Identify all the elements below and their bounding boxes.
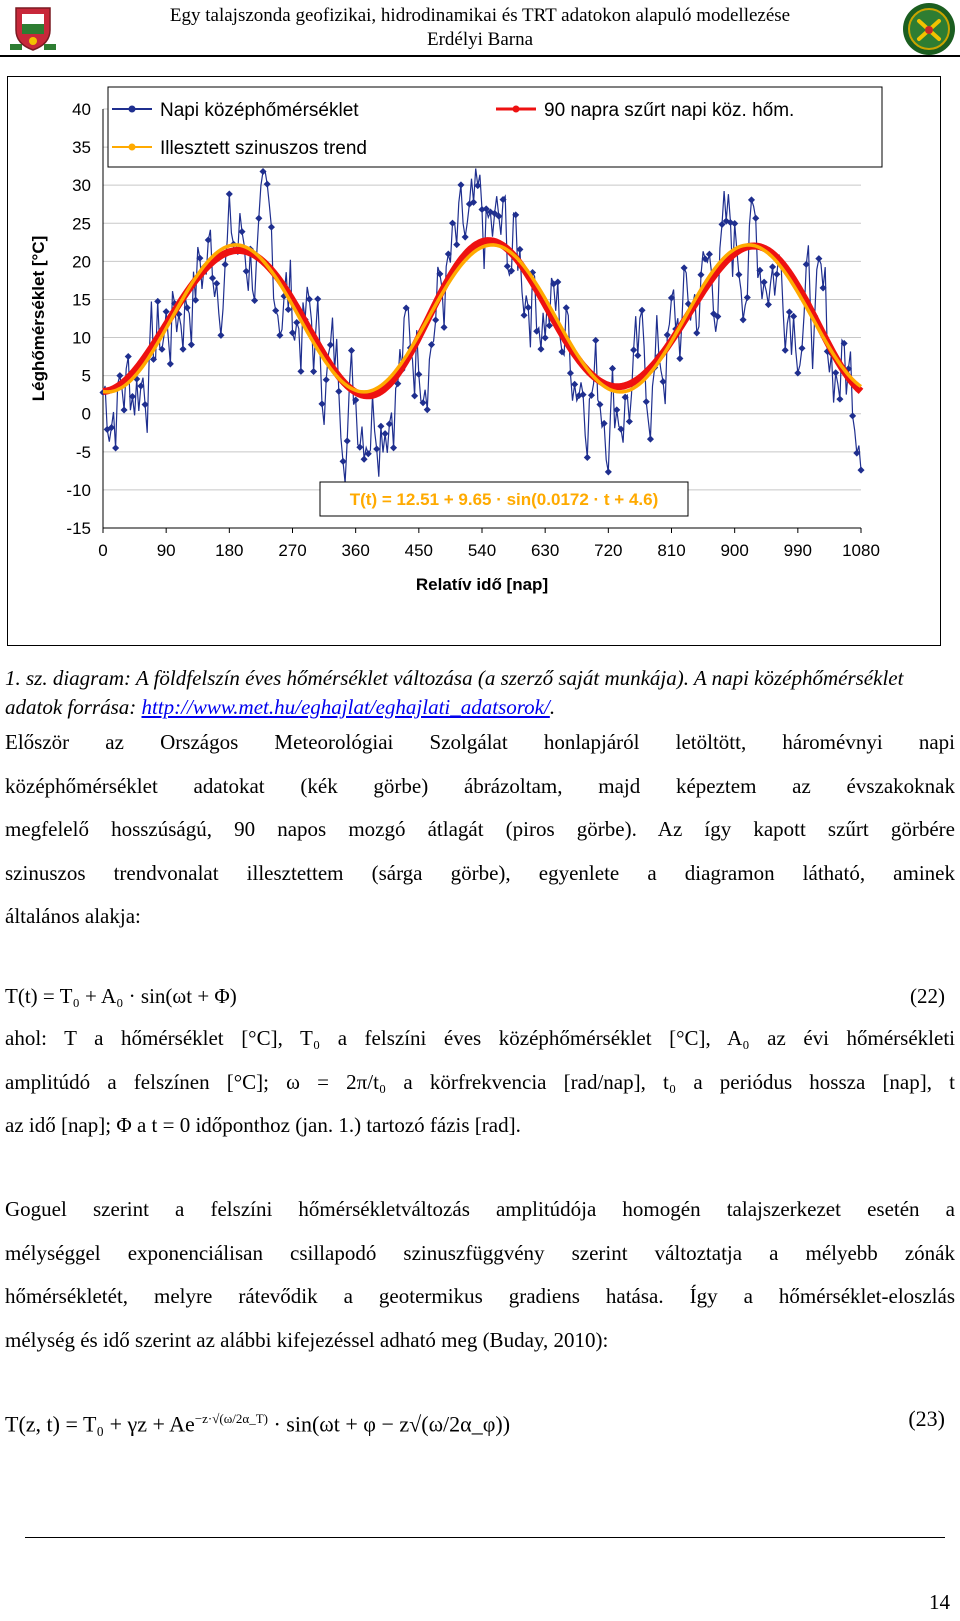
equation-text: T(t) = T₀ + A₀ · sin(ωt + Φ) [5,984,237,1008]
daily-temperature-point [537,346,544,353]
y-tick-label: 40 [72,100,91,119]
x-tick-label: 540 [467,541,497,560]
equation-lhs: T(z, t) = T₀ + γz + Ae [5,1411,195,1437]
sinusoidal-trend-line [103,245,861,392]
daily-temperature-point [782,347,789,354]
x-tick-label: 180 [215,541,244,560]
x-tick-label: 360 [341,541,370,560]
daily-temperature-point [609,365,616,372]
daily-temperature-point [222,261,229,268]
daily-temperature-point [424,406,431,413]
daily-temperature-point [596,401,603,408]
page-number: 14 [929,1590,950,1614]
daily-temperature-point [348,347,355,354]
daily-temperature-point [264,181,271,188]
daily-temperature-point [314,295,321,302]
daily-temperature-point [377,423,384,430]
daily-temperature-point [226,191,233,198]
daily-temperature-point [255,215,262,222]
text-line: mélységgel exponenciálisan csillapodó szinuszfüggvény szerint változtatja a mélyebb zónák [5,1240,955,1265]
chart-series [99,168,864,483]
x-tick-label: 450 [404,541,434,560]
daily-temperature-point [765,301,772,308]
daily-temperature-point [154,298,161,305]
text-line: Goguel szerint a felszíni hőmérsékletváltozás amplitúdója homogén talajszerkezet esetén a [5,1197,955,1221]
daily-temperature-point [857,467,864,474]
daily-temperature-point [457,181,464,188]
text-line: az idő [nap]; Φ a t = 0 időponthoz (jan. 1.) tartozó fázis [rad]. [5,1113,521,1137]
y-tick-label: 5 [81,366,91,386]
daily-temperature-point [647,436,654,443]
y-tick-label: 20 [72,252,91,272]
figure-frame [7,76,941,646]
daily-temperature-point [297,368,304,375]
y-tick-label: -5 [75,442,91,462]
daily-temperature-point [453,241,460,248]
daily-temperature-point [605,468,612,475]
x-tick-label: 630 [530,541,560,560]
caption-text: 1. sz. diagram: A földfelszín éves hőmérséklet változása (a szerző saját munkája). A napi középhőmérséklet adatok forrása: [5,666,904,719]
equation-number: (23) [908,1406,945,1431]
header-title: Egy talajszonda geofizikai, hidrodinamikai és TRT adatokon alapuló modellezése [169,5,791,26]
header-rule [0,55,960,57]
daily-temperature-point [323,376,330,383]
daily-temperature-point [335,388,342,395]
daily-temperature-point [521,312,528,319]
daily-temperature-point [112,444,119,451]
daily-temperature-point [251,297,258,304]
daily-temperature-point [769,263,776,270]
equation-22 [5,981,955,1011]
y-tick-label: 10 [72,328,91,348]
equation-23 [5,1404,955,1439]
footer-rule [25,1537,945,1538]
legend-marker [129,144,136,151]
daily-temperature-point [773,271,780,278]
daily-temperature-point [790,313,797,320]
figure-caption [5,664,953,722]
daily-temperature-point [584,454,591,461]
y-axis-title: Léghőmérséklet [°C] [29,235,48,402]
chart-legend [108,87,882,167]
x-tick-label: 90 [156,541,176,560]
daily-temperature-point [268,224,275,231]
trend-equation: T(t) = 12.51 + 9.65 · sin(0.0172 · t + 4.6) [349,490,659,509]
daily-temperature-point [382,430,389,437]
equation-exponent: −z·√(ω/2α_T) [194,1411,268,1426]
chart-grid [103,109,861,528]
daily-temperature-point [563,304,570,311]
source-link[interactable]: http://www.met.hu/eghajlat/eghajlati_adatsorok/ [141,695,550,719]
paragraph-2 [5,1017,955,1148]
daily-temperature-point [588,392,595,399]
daily-temperature-point [740,316,747,323]
temperature-chart [8,77,940,645]
y-tick-label: -15 [66,519,91,538]
text-line: középhőmérséklet adatokat (kék görbe) ábrázoltam, majd képeztem az évszakoknak [5,773,955,798]
daily-temperature-point [428,341,435,348]
daily-temperature-point [681,264,688,271]
x-tick-label: 270 [278,541,307,560]
daily-temperature-point [125,353,132,360]
legend-label: Napi középhőmérséklet [160,100,359,121]
daily-temperature-point [542,334,549,341]
daily-temperature-point [432,316,439,323]
daily-temperature-point [735,271,742,278]
daily-temperature-point [571,381,578,388]
daily-temperature-point [390,444,397,451]
daily-temperature-point [344,437,351,444]
daily-temperature-point [361,456,368,463]
daily-temperature-point [744,294,751,301]
legend-label: Illesztett szinuszos trend [160,138,367,159]
daily-temperature-point [626,418,633,425]
legend-marker [513,106,520,113]
y-tick-label: 35 [72,138,91,158]
x-tick-label: 990 [783,541,813,560]
equation-rhs: · sin(ωt + φ − z√(ω/2α_φ)) [273,1411,511,1437]
y-tick-label: 15 [72,290,91,310]
legend-marker [129,106,136,113]
legend-label: 90 napra szűrt napi köz. hőm. [544,100,795,121]
daily-temperature-point [706,251,713,258]
y-tick-label: 30 [72,176,91,196]
daily-temperature-point [643,398,650,405]
daily-temperature-point [786,308,793,315]
daily-temperature-point [798,345,805,352]
daily-temperature-point [310,368,317,375]
x-tick-label: 720 [594,541,623,560]
paragraph-1 [5,721,955,939]
daily-temperature-point [179,346,186,353]
y-tick-label: -10 [66,480,91,500]
university-logo [8,4,58,52]
text-line: hőmérsékletét, melyre rátevődik a geotermikus gradiens hatása. Így a hőmérséklet-eloszlás [5,1284,955,1308]
daily-temperature-point [167,360,174,367]
daily-temperature-point [639,307,646,314]
text-line: ahol: T a hőmérséklet [°C], T₀ a felszíni éves középhőmérséklet [°C], A₀ az évi hőmérsékleti [5,1026,955,1050]
equation-number: (22) [910,984,945,1008]
daily-temperature-point [676,355,683,362]
daily-temperature-point [697,271,704,278]
daily-temperature-point [630,346,637,353]
x-tick-label: 900 [720,541,749,560]
daily-temperature-point [415,371,422,378]
daily-temperature-point [285,306,292,313]
daily-temperature-point [209,275,216,282]
daily-temperature-point [752,215,759,222]
daily-temperature-point [761,279,768,286]
text-line: általános alakja: [5,904,141,928]
daily-temperature-point [441,324,448,331]
daily-temperature-point [836,396,843,403]
y-tick-label: 0 [81,404,91,424]
text-line: megfelelő hosszúságú, 90 napos mozgó átlagát (piros görbe). Az így kapott szűrt görbére [5,817,955,841]
x-tick-label: 1080 [842,541,880,560]
daily-temperature-point [634,352,641,359]
daily-temperature-point [525,304,532,311]
daily-temperature-point [188,341,195,348]
x-axis-title: Relatív idő [nap] [415,575,549,594]
paragraph-3 [5,1188,955,1362]
daily-temperature-point [116,372,123,379]
text-line: szinuszos trendvonalat illesztettem (sárga görbe), egyenlete a diagramon látható, aminek [5,860,955,885]
daily-temperature-point [462,234,469,241]
faculty-logo [902,2,956,56]
header-author: Erdélyi Barna [426,29,534,50]
daily-temperature-point [121,406,128,413]
y-tick-label: 25 [72,214,91,234]
caption-trail: . [549,695,556,719]
daily-temperature-point [272,307,279,314]
text-line: Először az Országos Meteorológiai Szolgálat honlapjáról letöltött, háromévnyi napi [5,730,955,754]
daily-temperature-point [693,329,700,336]
daily-temperature-line [103,169,861,483]
daily-temperature-point [504,263,511,270]
text-line: mélység és idő szerint az alábbi kifejezéssel adható meg (Buday, 2010): [5,1327,609,1352]
daily-temperature-point [411,392,418,399]
daily-temperature-point [213,280,220,287]
text-line: amplitúdó a felszínen [°C]; ω = 2π/t₀ a körfrekvencia [rad/nap], t₀ a periódus hossza [nap], t [5,1069,955,1094]
x-tick-label: 810 [657,541,686,560]
daily-temperature-point [748,196,755,203]
x-tick-label: 0 [98,541,108,560]
filtered-temperature-line [103,241,861,396]
